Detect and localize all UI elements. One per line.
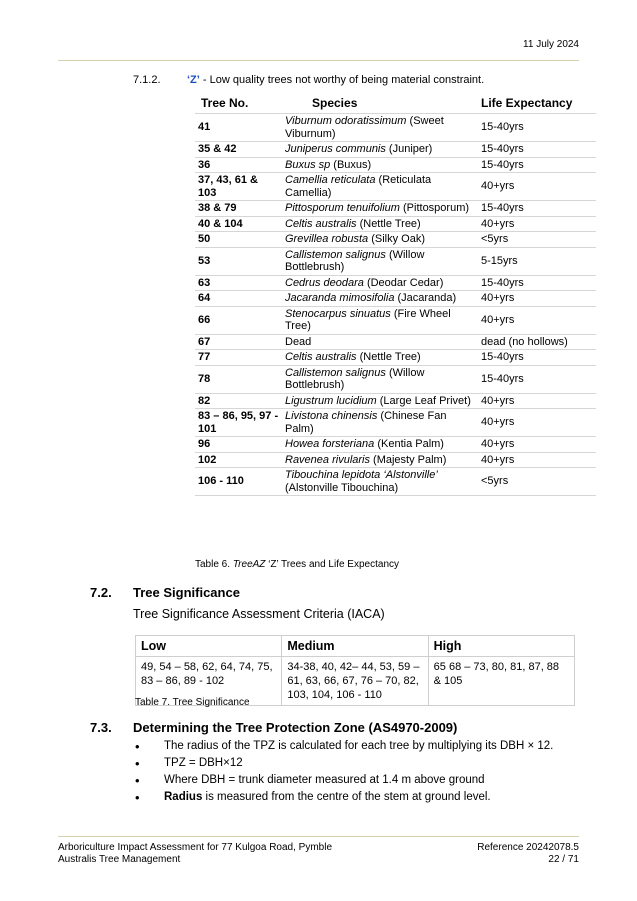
cell-tree-no: 66 (195, 306, 282, 334)
caption-italic: TreeAZ (232, 559, 266, 570)
cell-species (282, 114, 478, 142)
cell-tree-no: 50 (195, 232, 282, 248)
section-73-heading (90, 720, 457, 735)
species-scientific-name: Grevillea robusta (285, 233, 369, 245)
species-common-name: (Nettle Tree) (356, 351, 421, 363)
cell-species (282, 232, 478, 248)
cell-tree-no: 82 (195, 393, 282, 409)
cell-species (282, 157, 478, 173)
species-common-name: (Jacaranda) (394, 292, 457, 304)
cell-tree-no: 96 (195, 437, 282, 453)
cell-life-expectancy: 40+yrs (478, 216, 596, 232)
species-common-name: (Large Leaf Privet) (376, 394, 471, 407)
cell-species (282, 291, 478, 307)
section-number: 7.2. (90, 585, 112, 600)
species-common-name: (Willow Bottlebrush) (285, 248, 425, 273)
species-scientific-name: Juniperus communis (285, 143, 386, 155)
table-row (195, 291, 596, 307)
cell-species (282, 452, 478, 468)
species-scientific-name: Celtis australis (285, 217, 357, 230)
species-scientific-name: Ligustrum lucidium (285, 394, 377, 407)
table-row (195, 334, 596, 350)
list-item (133, 791, 553, 808)
section-72-subtitle: Tree Significance Assessment Criteria (IACA) (133, 607, 385, 621)
cell-species (282, 173, 478, 201)
cell-tree-no: 53 (195, 247, 282, 275)
tpz-bullet-list (133, 740, 553, 808)
cell-life-expectancy: 40+yrs (478, 437, 596, 453)
cell-tree-no: 102 (195, 452, 282, 468)
cell-life-expectancy: dead (no hollows) (478, 334, 596, 350)
species-scientific-name: Tibouchina lepidota ‘Alstonville’ (285, 469, 438, 481)
table-row (195, 201, 596, 217)
section-text: - Low quality trees not worthy of being material constraint. (199, 74, 485, 86)
list-item: • TPZ = DBH×12 (133, 757, 553, 774)
table-header-row (195, 93, 596, 114)
species-common-name: (Deodar Cedar) (363, 276, 444, 289)
cell-life-expectancy: 15-40yrs (478, 350, 596, 366)
cell-tree-no: 78 (195, 365, 282, 393)
species-scientific-name: Viburnum odoratissimum (285, 115, 407, 127)
table-row (195, 173, 596, 201)
species-common-name: (Majesty Palm) (369, 453, 447, 466)
z-trees-table (195, 93, 596, 496)
cell-life-expectancy: <5yrs (478, 232, 596, 248)
cell-species (282, 393, 478, 409)
bold-term: Radius (164, 791, 203, 803)
species-scientific-name: Stenocarpus sinuatus (285, 307, 391, 320)
table-7-caption: Table 7. Tree Significance (135, 697, 250, 708)
table-row (195, 247, 596, 275)
table-row (195, 157, 596, 173)
cell-tree-no: 35 & 42 (195, 142, 282, 158)
cell-tree-no: 37, 43, 61 & 103 (195, 173, 282, 201)
cell-life-expectancy: 15-40yrs (478, 157, 596, 173)
cell-tree-no: 67 (195, 334, 282, 350)
cell-tree-no: 83 – 86, 95, 97 - 101 (195, 409, 282, 437)
species-scientific-name: Ravenea rivularis (285, 453, 370, 466)
species-scientific-name: Livistona chinensis (285, 410, 378, 422)
cell-species (282, 350, 478, 366)
footer-left (58, 842, 332, 866)
table-row (195, 409, 596, 437)
cell-life-expectancy: 40+yrs (478, 173, 596, 201)
species-scientific-name: Celtis australis (285, 351, 357, 363)
species-common-name: (Willow Bottlebrush) (285, 366, 425, 391)
col-life-expectancy: Life Expectancy (478, 93, 596, 114)
footer-company: Australis Tree Management (58, 854, 181, 865)
species-common-name: (Nettle Tree) (356, 217, 421, 230)
cell-species (282, 247, 478, 275)
cell-life-expectancy: 15-40yrs (478, 201, 596, 217)
species-scientific-name: Jacaranda mimosifolia (285, 292, 395, 304)
cell-tree-no: 64 (195, 291, 282, 307)
table-row (195, 365, 596, 393)
cell-tree-no: 36 (195, 157, 282, 173)
species-scientific-name: Callistemon salignus (285, 366, 386, 379)
col-species: Species (282, 93, 478, 114)
species-scientific-name: Buxus sp (285, 158, 331, 171)
cell-tree-no: 38 & 79 (195, 201, 282, 217)
cell-tree-no: 63 (195, 275, 282, 291)
table-row (195, 114, 596, 142)
section-title: Determining the Tree Protection Zone (AS4970-2009) (133, 720, 458, 735)
table-row (195, 275, 596, 291)
cell-life-expectancy: 40+yrs (478, 393, 596, 409)
cell-life-expectancy: 15-40yrs (478, 365, 596, 393)
species-scientific-name: Camellia reticulata (285, 174, 376, 186)
species-common-name: (Fire Wheel Tree) (285, 307, 451, 332)
table-row (195, 142, 596, 158)
col-tree-no: Tree No. (195, 93, 282, 114)
cell-species (282, 201, 478, 217)
cell-life-expectancy: 15-40yrs (478, 114, 596, 142)
species-common-name: Dead (285, 335, 312, 348)
cell-species (282, 365, 478, 393)
cell-life-expectancy: 40+yrs (478, 291, 596, 307)
species-scientific-name: Callistemon salignus (285, 248, 386, 261)
cell-life-expectancy: <5yrs (478, 468, 596, 496)
table-header-row (136, 636, 575, 657)
species-common-name: (Alstonville Tibouchina) (285, 481, 399, 494)
species-common-name: (Sweet Viburnum) (285, 115, 444, 140)
table-row (195, 232, 596, 248)
cell-species (282, 409, 478, 437)
table-row (195, 350, 596, 366)
cell-medium: 34-38, 40, 42– 44, 53, 59 – 61, 63, 66, 67, 76 – 70, 82, 103, 104, 106 - 110 (282, 657, 428, 706)
z-label: ‘Z’ (187, 74, 200, 86)
cell-life-expectancy: 15-40yrs (478, 275, 596, 291)
species-scientific-name: Pittosporum tenuifolium (285, 202, 400, 214)
cell-tree-no: 77 (195, 350, 282, 366)
cell-life-expectancy: 40+yrs (478, 409, 596, 437)
cell-life-expectancy: 15-40yrs (478, 142, 596, 158)
cell-tree-no: 106 - 110 (195, 468, 282, 496)
footer-right (477, 842, 579, 866)
species-common-name: (Reticulata Camellia) (285, 174, 432, 199)
table-row (195, 393, 596, 409)
cell-tree-no: 41 (195, 114, 282, 142)
header-divider (58, 60, 579, 61)
list-item: • Where DBH = trunk diameter measured at 1.4 m above ground (133, 774, 553, 791)
species-common-name: (Buxus) (330, 158, 372, 171)
cell-species (282, 334, 478, 350)
cell-life-expectancy: 5-15yrs (478, 247, 596, 275)
cell-species (282, 216, 478, 232)
section-72-heading (90, 585, 240, 600)
table-row (195, 468, 596, 496)
cell-high: 65 68 – 73, 80, 81, 87, 88 & 105 (428, 657, 574, 706)
footer-divider (58, 836, 579, 837)
cell-species (282, 275, 478, 291)
species-common-name: (Silky Oak) (368, 233, 425, 245)
significance-table (135, 635, 575, 706)
footer-reference: Reference 20242078.5 (477, 842, 579, 853)
species-scientific-name: Howea forsteriana (285, 438, 375, 450)
section-title: Tree Significance (133, 585, 240, 600)
cell-species (282, 306, 478, 334)
cell-life-expectancy: 40+yrs (478, 306, 596, 334)
cell-low: 49, 54 – 58, 62, 64, 74, 75, 83 – 86, 89 - 102 (136, 657, 282, 706)
cell-life-expectancy: 40+yrs (478, 452, 596, 468)
table-row (195, 306, 596, 334)
species-common-name: (Chinese Fan Palm) (285, 410, 447, 435)
cell-species (282, 142, 478, 158)
footer-document-title: Arboriculture Impact Assessment for 77 Kulgoa Road, Pymble (58, 842, 333, 853)
header-date: 11 July 2024 (523, 39, 579, 50)
species-common-name: (Pittosporum) (399, 202, 470, 214)
table-6-caption (195, 559, 399, 570)
section-number: 7.1.2. (133, 74, 161, 86)
section-number: 7.3. (90, 720, 112, 735)
cell-species (282, 437, 478, 453)
caption-suffix: ‘Z’ Trees and Life Expectancy (265, 559, 400, 570)
footer-page-number: 22 / 71 (548, 854, 579, 865)
table-row (195, 216, 596, 232)
section-712-heading (133, 74, 484, 86)
col-low: Low (136, 636, 282, 657)
cell-species (282, 468, 478, 496)
species-common-name: (Kentia Palm) (374, 438, 444, 450)
species-scientific-name: Cedrus deodara (285, 276, 364, 289)
cell-tree-no: 40 & 104 (195, 216, 282, 232)
table-row (195, 452, 596, 468)
caption-prefix: Table 6. (195, 559, 233, 570)
table-row (195, 437, 596, 453)
col-high: High (428, 636, 574, 657)
species-common-name: (Juniper) (385, 143, 433, 155)
list-item: • The radius of the TPZ is calculated for each tree by multiplying its DBH × 12. (133, 740, 553, 757)
bullet-text: is measured from the centre of the stem at ground level. (202, 791, 491, 803)
col-medium: Medium (282, 636, 428, 657)
